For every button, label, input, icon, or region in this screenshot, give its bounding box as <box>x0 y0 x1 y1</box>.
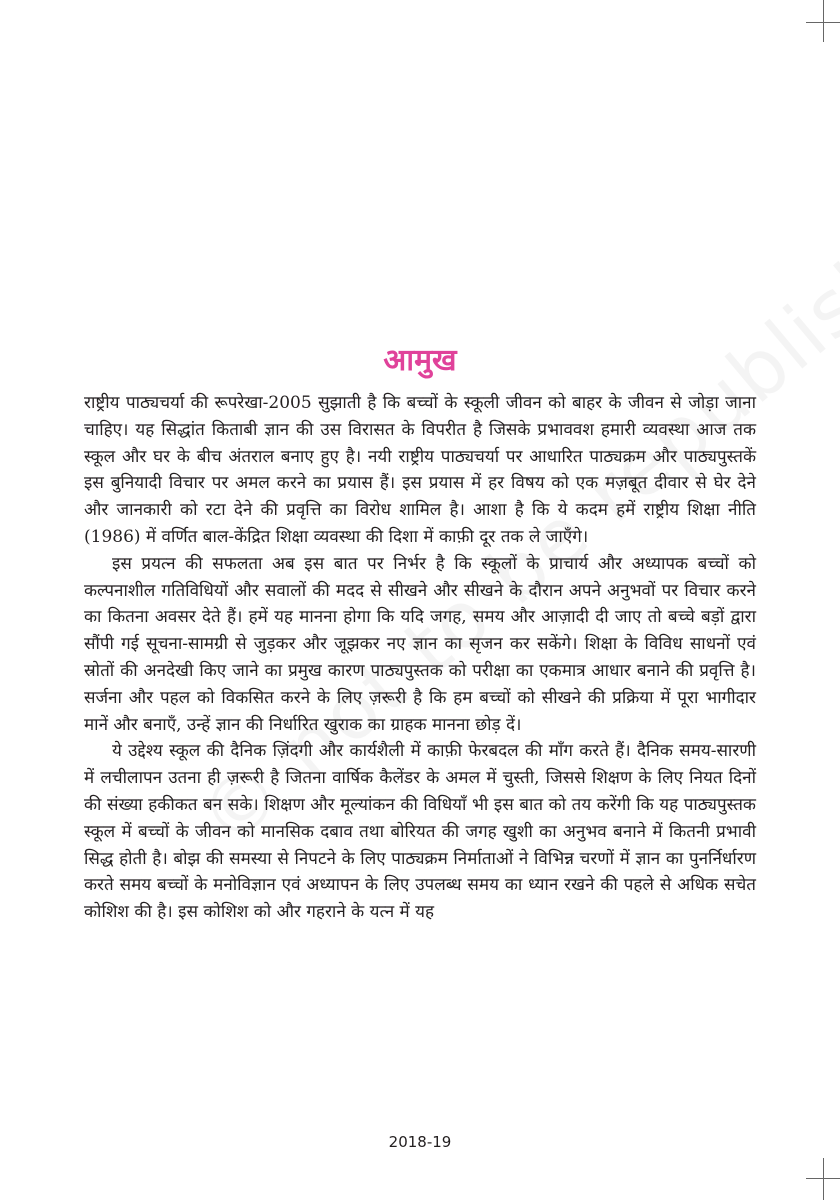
crop-mark-top-right-vertical <box>823 0 824 42</box>
paragraph-3: ये उद्देश्य स्कूल की दैनिक ज़िंदगी और कार्यशैली में काफ़ी फेरबदल की माँग करते हैं। दैनिक समय-सारणी में लचीलापन उतना ही ज़रूरी है जितना वार्षिक कैलेंडर के अमल में चुस्ती, जिससे शिक्षण के लिए नियत दिनों की संख्या हकीकत बन सके। शिक्षण और मूल्यांकन की विधियाँ भी इस बात को तय करेंगी कि यह पाठ्यपुस्तक स्कूल में बच्चों के जीवन को मानसिक दबाव तथा बोरियत की जगह खुशी का अनुभव बनाने में कितनी प्रभावी सिद्ध होती है। बोझ की समस्या से निपटने के लिए पाठ्यक्रम निर्माताओं ने विभिन्न चरणों में ज्ञान का पुनर्निर्धारण करते समय बच्चों के मनोविज्ञान एवं अध्यापन के लिए उपलब्ध समय का ध्यान रखने की पहले से अधिक सचेत कोशिश की है। इस कोशिश को और गहराने के यत्न में यह <box>84 741 756 923</box>
crop-mark-bottom-right-vertical <box>823 1158 824 1200</box>
page-number: 2018-19 <box>388 1133 452 1151</box>
body-text <box>84 390 756 926</box>
page-title: आमुख <box>383 343 457 379</box>
paragraph-1: राष्ट्रीय पाठ्यचर्या की रूपरेखा-2005 सुझाती है कि बच्चों के स्कूली जीवन को बाहर के जीवन से जोड़ा जाना चाहिए। यह सिद्धांत किताबी ज्ञान की उस विरासत के विपरीत है जिसके प्रभाववश हमारी व्यवस्था आज तक स्कूल और घर के बीच अंतराल बनाए हुए है। नयी राष्ट्रीय पाठ्यचर्या पर आधारित पाठ्यक्रम और पाठ्यपुस्तकें इस बुनियादी विचार पर अमल करने का प्रयास हैं। इस प्रयास में हर विषय को एक मज़बूत दीवार से घेर देने और जानकारी को रटा देने की प्रवृत्ति का विरोध शामिल है। आशा है कि ये कदम हमें राष्ट्रीय शिक्षा नीति (1986) में वर्णित बाल-केंद्रित शिक्षा व्यवस्था की दिशा में काफ़ी दूर तक ले जाएँगे। <box>84 393 756 547</box>
crop-mark-top-right-horizontal <box>806 22 840 23</box>
paragraph-2: इस प्रयत्न की सफलता अब इस बात पर निर्भर है कि स्कूलों के प्राचार्य और अध्यापक बच्चों को कल्पनाशील गतिविधियों और सवालों की मदद से सीखने और सीखने के दौरान अपने अनुभवों पर विचार करने का कितना अवसर देते हैं। हमें यह मानना होगा कि यदि जगह, समय और आज़ादी दी जाए तो बच्चे बड़ों द्वारा सौंपी गई सूचना-सामग्री से जुड़कर और जूझकर नए ज्ञान का सृजन कर सकेंगे। शिक्षा के विविध साधनों एवं स्रोतों की अनदेखी किए जाने का प्रमुख कारण पाठ्यपुस्तक को परीक्षा का एकमात्र आधार बनाने की प्रवृत्ति है। सर्जना और पहल को विकसित करने के लिए ज़रूरी है कि हम बच्चों को सीखने की प्रक्रिया में पूरा भागीदार मानें और बनाएँ, उन्हें ज्ञान की निर्धारित खुराक का ग्राहक मानना छोड़ दें। <box>84 553 756 735</box>
crop-mark-bottom-right-horizontal <box>806 1178 840 1179</box>
